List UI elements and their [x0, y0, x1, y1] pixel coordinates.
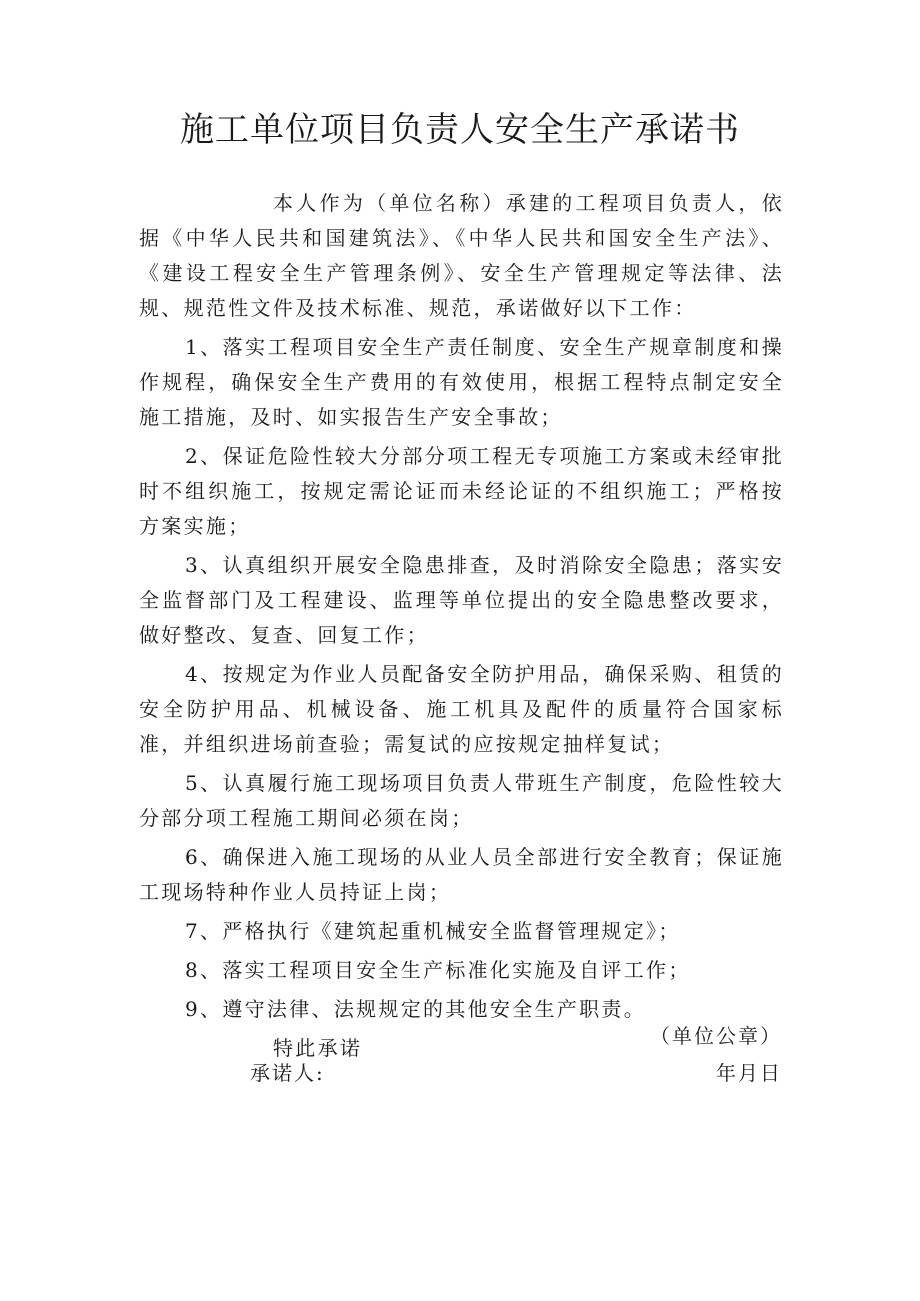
document-body [139, 186, 784, 1066]
commitment-item-6: 6、确保进入施工现场的从业人员全部进行安全教育；保证施工现场特种作业人员持证上岗； [139, 845, 784, 904]
commitment-item-4: 4、按规定为作业人员配备安全防护用品，确保采购、租赁的安全防护用品、机械设备、施工机具及配件的质量符合国家标准，并组织进场前查验；需复试的应按规定抽样复试； [139, 662, 784, 756]
commitment-item-1: 1、落实工程项目安全生产责任制度、安全生产规章制度和操作规程，确保安全生产费用的有效使用，根据工程特点制定安全施工措施，及时、如实报告生产安全事故； [139, 335, 784, 429]
closing-statement: 特此承诺 [273, 1036, 363, 1060]
commitment-item-7: 7、严格执行《建筑起重机械安全监督管理规定》； [185, 919, 681, 943]
intro-paragraph: 本人作为（单位名称）承建的工程项目负责人，依据《中华人民共和国建筑法》、《中华人民共和国安全生产法》、《建设工程安全生产管理条例》、安全生产管理规定等法律、法规、规范性文件及技术标准、规范，承诺做好以下工作： [139, 191, 784, 320]
commitment-item-3: 3、认真组织开展安全隐患排查，及时消除安全隐患；落实安全监督部门及工程建设、监理等单位提出的安全隐患整改要求，做好整改、复查、回复工作； [139, 553, 784, 647]
commitment-item-9: 9、遵守法律、法规规定的其他安全生产职责。 [185, 997, 647, 1021]
document-title: 施工单位项目负责人安全生产承诺书 [180, 110, 740, 150]
date-label: 年月日 [716, 1061, 782, 1085]
commitment-item-2: 2、保证危险性较大分部分项工程无专项施工方案或未经审批时不组织施工，按规定需论证而未经论证的不组织施工；严格按方案实施； [139, 444, 784, 538]
commitment-item-8: 8、落实工程项目安全生产标准化实施及自评工作； [185, 958, 691, 982]
promiser-label: 承诺人: [250, 1061, 325, 1085]
commitment-item-5: 5、认真履行施工现场项目负责人带班生产制度，危险性较大分部分项工程施工期间必须在岗； [139, 771, 784, 830]
company-seal-label: （单位公章） [650, 1024, 782, 1048]
